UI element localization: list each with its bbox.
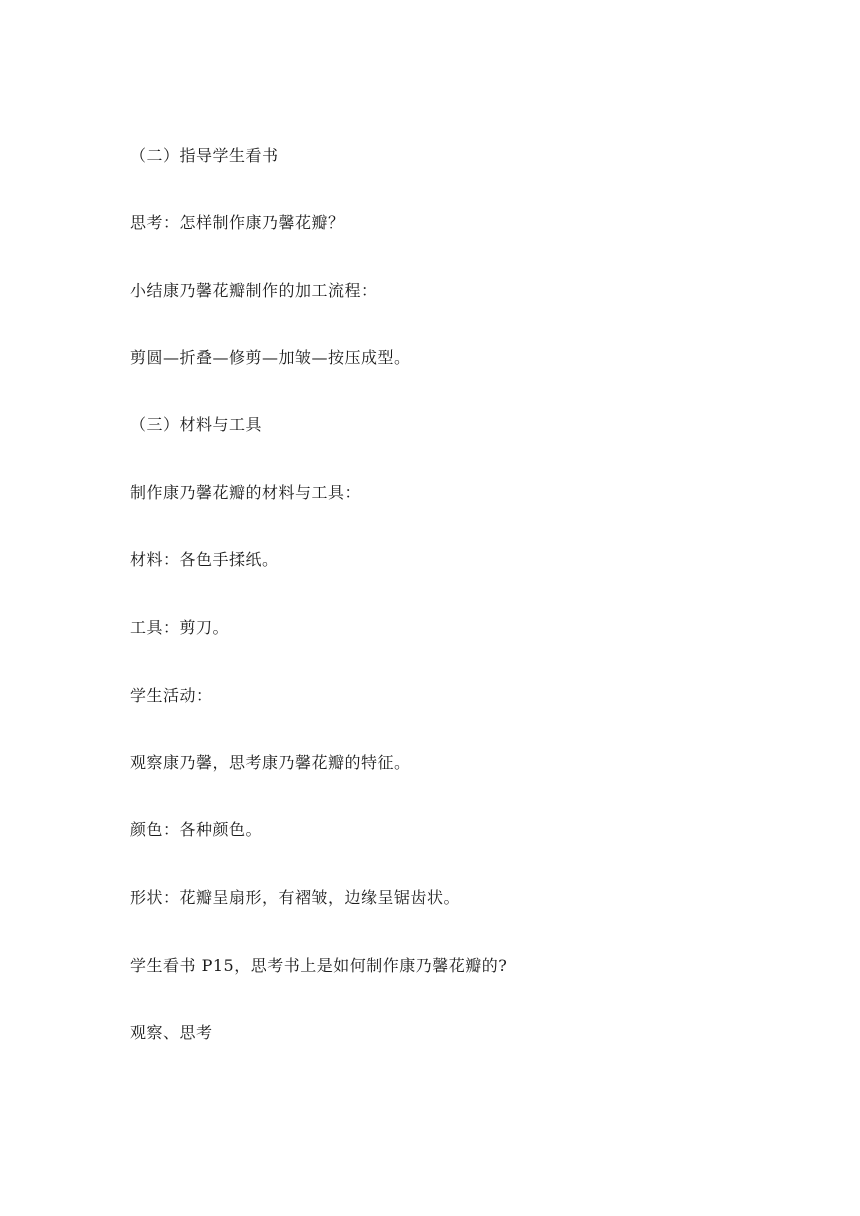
paragraph-observe-think: 观察、思考	[130, 1023, 213, 1042]
section-heading-guide-reading: （二）指导学生看书	[130, 146, 279, 165]
paragraph-think-question: 思考：怎样制作康乃馨花瓣？	[130, 213, 345, 232]
paragraph-tools: 工具：剪刀。	[130, 618, 230, 637]
paragraph-materials-intro: 制作康乃馨花瓣的材料与工具：	[130, 483, 362, 502]
paragraph-color: 颜色：各种颜色。	[130, 820, 263, 839]
paragraph-process-steps: 剪圆—折叠—修剪—加皱—按压成型。	[130, 348, 411, 367]
paragraph-read-book: 学生看书 P15，思考书上是如何制作康乃馨花瓣的?	[130, 956, 508, 975]
paragraph-observe: 观察康乃馨，思考康乃馨花瓣的特征。	[130, 753, 411, 772]
section-heading-materials-tools: （三）材料与工具	[130, 415, 263, 434]
paragraph-shape: 形状：花瓣呈扇形，有褶皱，边缘呈锯齿状。	[130, 888, 461, 907]
paragraph-materials: 材料：各色手揉纸。	[130, 550, 279, 569]
paragraph-summary-intro: 小结康乃馨花瓣制作的加工流程：	[130, 281, 378, 300]
paragraph-student-activity: 学生活动：	[130, 686, 213, 705]
